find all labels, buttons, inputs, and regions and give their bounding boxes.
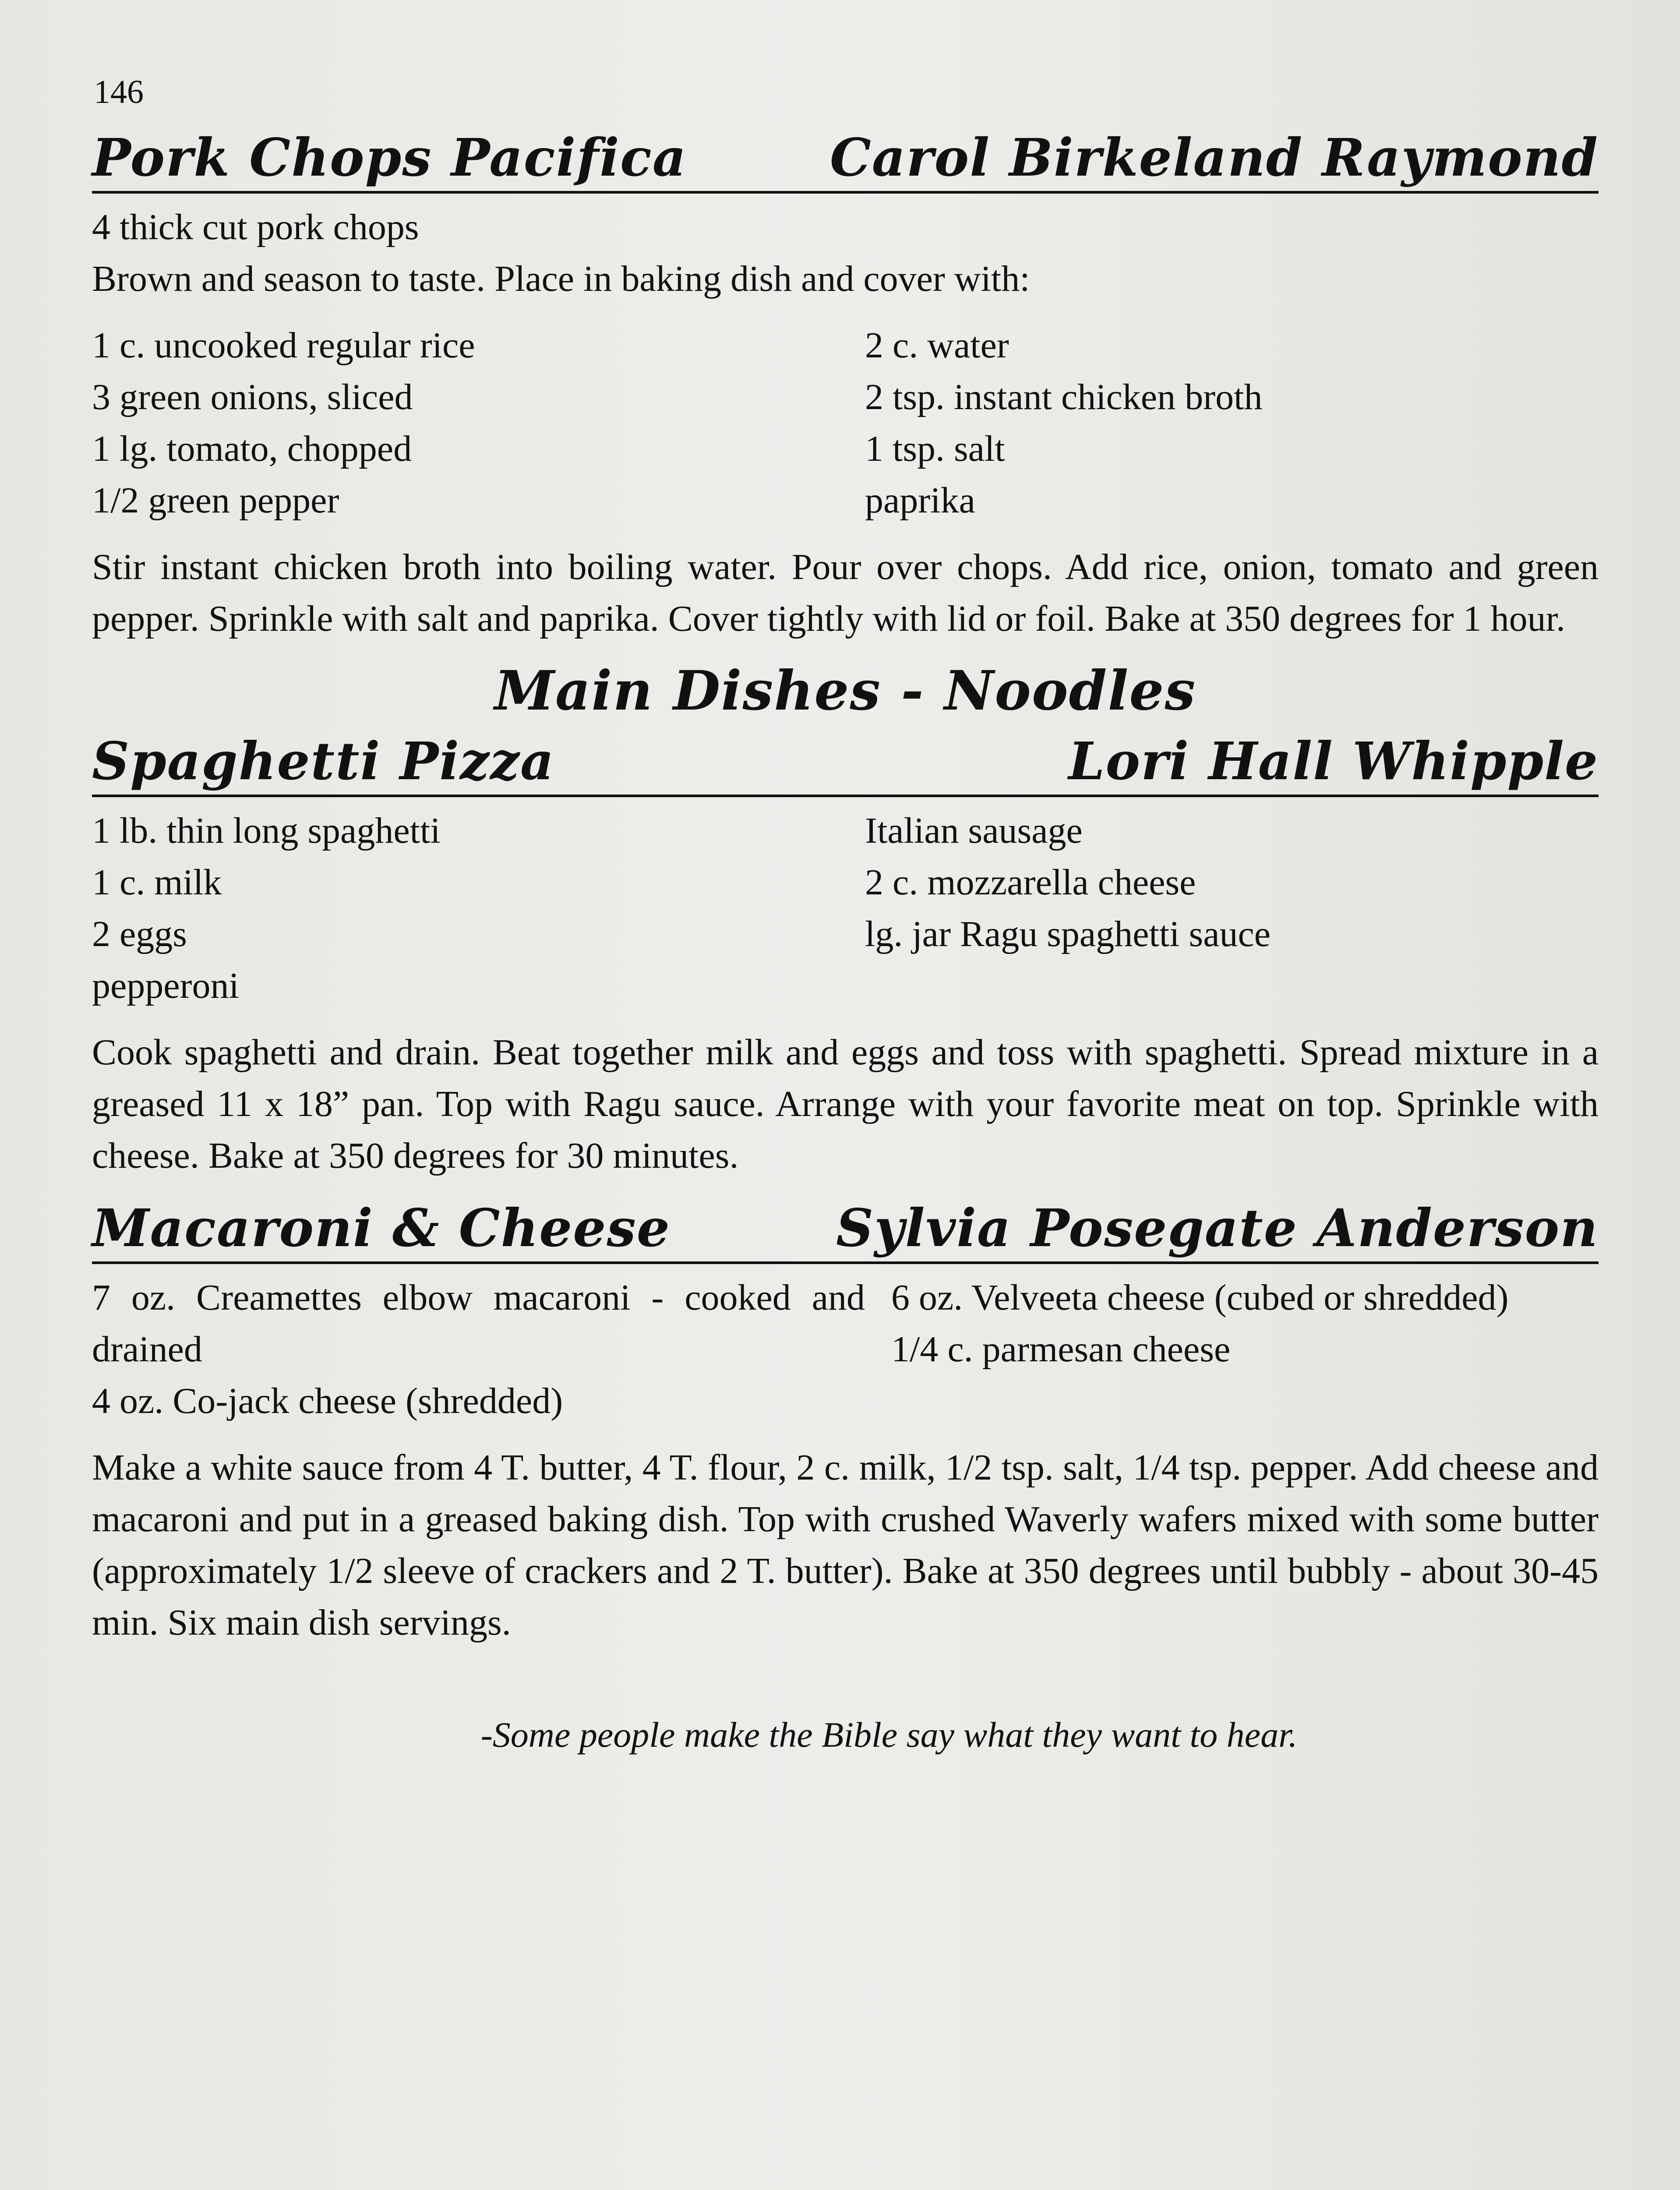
ingredients <box>92 805 1599 1012</box>
ingredient: Italian sausage <box>865 810 1083 851</box>
recipe-directions: Make a white sauce from 4 T. butter, 4 T. flour, 2 c. milk, 1/2 tsp. salt, 1/4 tsp. pepper. Add cheese and macaroni and put in a greased baking dish. Top with crushed Waverly wafers mixed with some butter (approximately 1/2 sleeve of crackers and 2 T. butter). Bake at 350 degrees until bubbly - about 30-45 min. Six main dish servings. <box>92 1447 1599 1643</box>
recipe-intro-line: Brown and season to taste. Place in baking dish and cover with: <box>92 258 1030 299</box>
ingredient: 3 green onions, sliced <box>92 377 413 417</box>
ingredient: 1 c. uncooked regular rice <box>92 325 475 366</box>
recipe-header <box>92 731 1599 797</box>
recipe-macaroni-cheese <box>92 1197 1599 1649</box>
section-heading-text: Main Dishes - Noodles <box>494 659 1196 723</box>
ingredient: 2 c. mozzarella cheese <box>865 862 1196 903</box>
recipe-title: Pork Chops Pacifica <box>92 127 687 188</box>
ingredient: lg. jar Ragu spaghetti sauce <box>865 914 1271 954</box>
recipe-author: Sylvia Posegate Anderson <box>836 1197 1599 1258</box>
ingredient: 1/4 c. parmesan cheese <box>891 1329 1231 1370</box>
ingredient: paprika <box>865 480 975 521</box>
ingredient: pepperoni <box>92 965 239 1006</box>
ingredient: 6 oz. Velveeta cheese (cubed or shredded) <box>891 1277 1509 1318</box>
ingredient: 1 lb. thin long spaghetti <box>92 810 441 851</box>
section-heading <box>92 661 1599 722</box>
ingredients-left <box>92 805 865 1012</box>
ingredients <box>92 1272 1599 1427</box>
ingredients-left <box>92 320 865 526</box>
ingredient: 2 tsp. instant chicken broth <box>865 377 1263 417</box>
recipe-directions: Stir instant chicken broth into boiling water. Pour over chops. Add rice, onion, tomato and green pepper. Sprinkle with salt and paprika. Cover tightly with lid or foil. Bake at 350 degrees for 1 hour. <box>92 547 1599 639</box>
ingredient: 1 c. milk <box>92 862 222 903</box>
ingredients-right <box>865 320 1599 526</box>
ingredient: 7 oz. Creamettes elbow macaroni - cooked and drained <box>92 1277 865 1370</box>
ingredient: 1/2 green pepper <box>92 480 339 521</box>
recipe-intro-line: 4 thick cut pork chops <box>92 207 419 247</box>
ingredient: 2 c. water <box>865 325 1009 366</box>
footer-quote: -Some people make the Bible say what they want to hear. <box>480 1715 1298 1755</box>
recipe-header <box>92 1197 1599 1264</box>
page-content <box>92 74 1599 1756</box>
ingredients-right <box>891 1272 1599 1427</box>
ingredients <box>92 320 1599 526</box>
recipe-author: Carol Birkeland Raymond <box>829 127 1599 188</box>
recipe-header <box>92 127 1599 194</box>
ingredient: 4 oz. Co-jack cheese (shredded) <box>92 1381 563 1421</box>
ingredient: 2 eggs <box>92 914 187 954</box>
ingredients-left <box>92 1272 891 1427</box>
recipe-directions: Cook spaghetti and drain. Beat together milk and eggs and toss with spaghetti. Spread mixture in a greased 11 x 18” pan. Top with Ragu sauce. Arrange with your favorite meat on top. Sprinkle with cheese. Bake at 350 degrees for 30 minutes. <box>92 1032 1599 1176</box>
recipe-author: Lori Hall Whipple <box>1068 731 1599 791</box>
recipe-spaghetti-pizza <box>92 731 1599 1182</box>
recipe-title: Spaghetti Pizza <box>92 731 555 791</box>
ingredient: 1 tsp. salt <box>865 428 1005 469</box>
recipe-title: Macaroni & Cheese <box>92 1197 671 1258</box>
ingredients-right <box>865 805 1599 1012</box>
ingredient: 1 lg. tomato, chopped <box>92 428 412 469</box>
recipe-pork-chops <box>92 127 1599 645</box>
page-number: 146 <box>94 74 144 110</box>
